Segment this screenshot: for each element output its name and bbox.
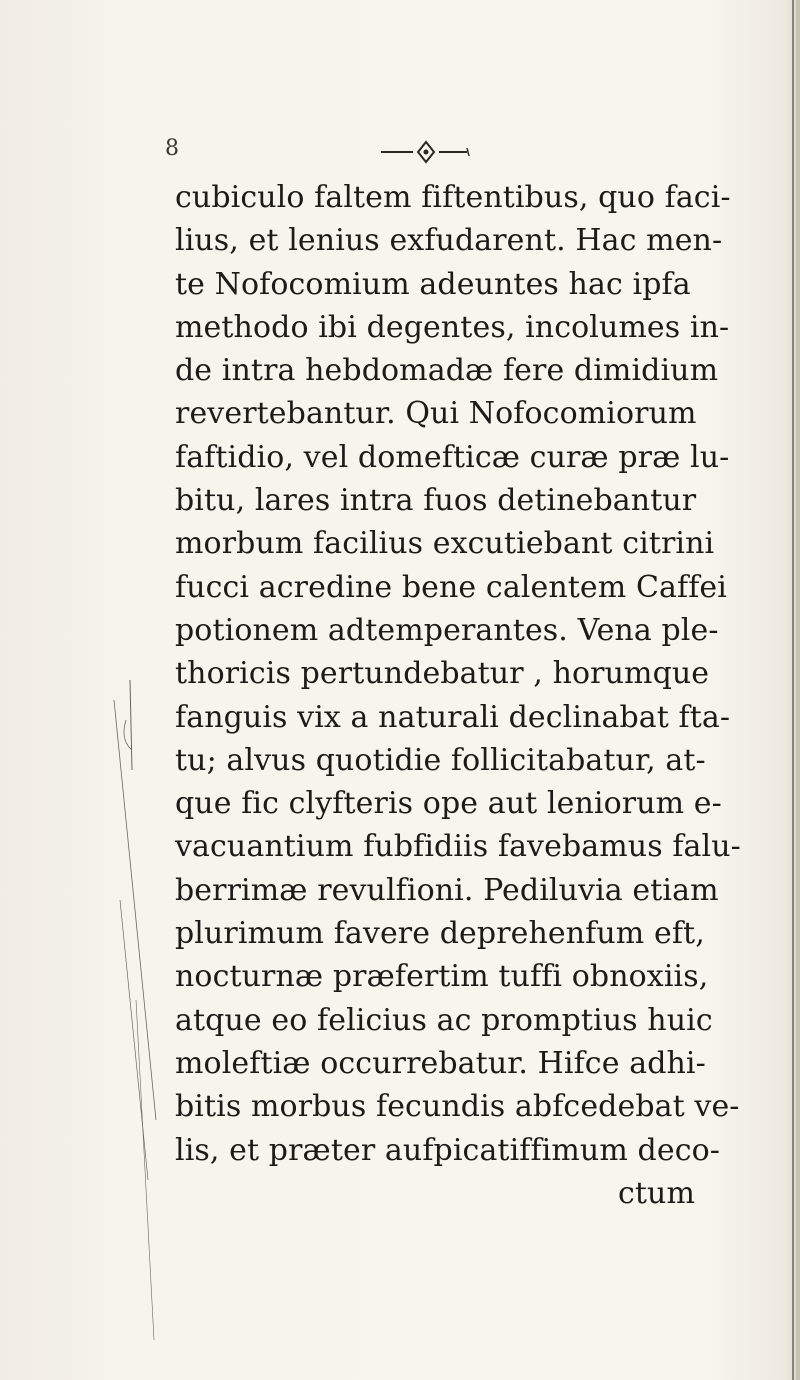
text-line: fucci acredine bene calentem Caffei xyxy=(175,569,727,605)
text-line: tu; alvus quotidie follicitabatur, at- xyxy=(175,742,706,778)
margin-show-through-marks xyxy=(70,640,160,1380)
fleuron-ornament-icon xyxy=(381,138,471,166)
text-line: que fic clyfteris ope aut leniorum e- xyxy=(175,786,722,822)
text-line: te Nofocomium adeuntes hac ipfa xyxy=(175,266,691,302)
catchword: ctum xyxy=(617,1175,695,1211)
body-text xyxy=(175,176,765,1215)
text-line: methodo ibi degentes, incolumes in- xyxy=(175,309,730,345)
page-number: 8 xyxy=(165,136,179,161)
text-line: vacuantium fubfidiis favebamus falu- xyxy=(175,829,741,865)
page-header xyxy=(165,136,645,176)
text-line: lis, et præter aufpicatiffimum deco- xyxy=(175,1132,720,1168)
text-line: thoricis pertundebatur , horumque xyxy=(175,656,710,692)
text-line: de intra hebdomadæ fere dimidium xyxy=(175,353,719,389)
text-line: berrimæ revulfioni. Pediluvia etiam xyxy=(175,872,719,908)
text-line: fanguis vix a naturali declinabat fta- xyxy=(175,699,731,735)
text-line: faftidio, vel domefticæ curæ præ lu- xyxy=(175,439,730,475)
text-line: moleftiæ occurrebatur. Hifce adhi- xyxy=(175,1045,706,1081)
text-line: plurimum favere deprehenfum eft, xyxy=(175,916,705,952)
page-edge-shadow xyxy=(796,0,800,1380)
text-line: revertebantur. Qui Nofocomiorum xyxy=(175,396,697,432)
text-line: cubiculo faltem fiftentibus, quo faci- xyxy=(175,180,731,215)
text-line: bitis morbus fecundis abfcedebat ve- xyxy=(175,1089,740,1125)
text-line: morbum facilius excutiebant citrini xyxy=(175,526,715,562)
text-line: bitu, lares intra fuos detinebantur xyxy=(175,483,697,519)
text-line: potionem adtemperantes. Vena ple- xyxy=(175,612,719,648)
page-edge-line xyxy=(792,0,794,1380)
text-line: nocturnæ præfertim tuffi obnoxiis, xyxy=(175,959,709,995)
text-line: lius, et lenius exfudarent. Hac men- xyxy=(175,223,723,259)
text-line: atque eo felicius ac promptius huic xyxy=(175,1002,713,1038)
